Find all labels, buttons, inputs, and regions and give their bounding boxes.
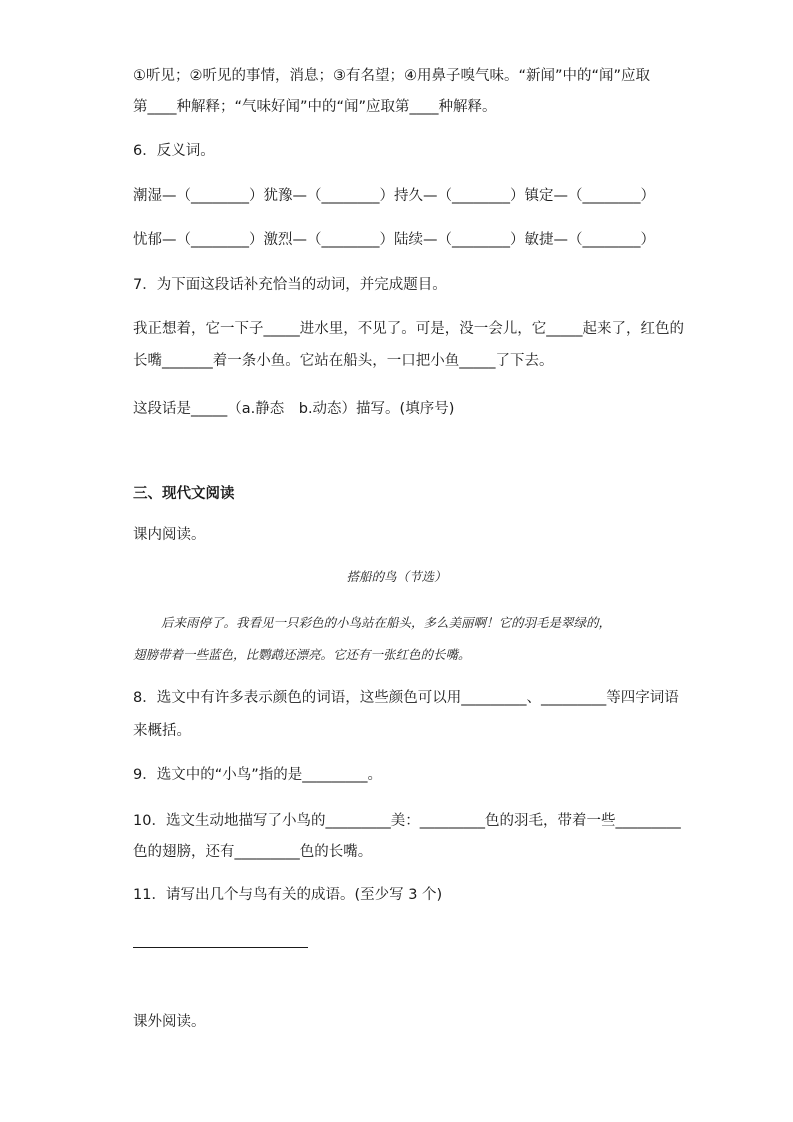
q5-line-1: ①听见；②听见的事情，消息；③有名望；④用鼻子嗅气味。“新闻”中的“闻”应取 — [133, 68, 651, 84]
passage-line-1: 后来雨停了。我看见一只彩色的小鸟站在船头，多么美丽啊！它的羽毛是翠绿的， — [161, 615, 612, 630]
q11-answer-line[interactable] — [133, 947, 308, 948]
passage-line-2: 翅膀带着一些蓝色，比鹦鹉还漂亮。它还有一张红色的长嘴。 — [133, 647, 471, 662]
q8-line-2: 来概括。 — [133, 723, 191, 739]
q8-line-1: 8．选文中有许多表示颜色的词语，这些颜色可以用_________、_________等四字词语 — [133, 690, 679, 706]
q10-line-2: 色的翅膀，还有_________色的长嘴。 — [133, 844, 373, 860]
passage-title: 搭船的鸟（节选） — [346, 569, 447, 584]
q6-antonyms-row-2: 忧郁—（________）激烈—（________）陆续—（________）敏捷—（________） — [133, 232, 655, 248]
q6-antonyms-row-1: 潮湿—（________）犹豫—（________）持久—（________）镇定—（________） — [133, 188, 655, 204]
section-intro-in-class: 课内阅读。 — [133, 527, 206, 543]
q9-text: 9．选文中的“小鸟”指的是_________。 — [133, 767, 382, 783]
q5-line-2: 第____种解释；“气味好闻”中的“闻”应取第____种解释。 — [133, 99, 497, 115]
q7-paragraph-line-1: 我正想着，它一下子_____进水里，不见了。可是，没一会儿，它_____起来了，红色的 — [133, 321, 684, 337]
q10-line-1: 10．选文生动地描写了小鸟的_________美：_________色的羽毛，带着一些_________ — [133, 813, 681, 829]
q7-question: 这段话是_____（a.静态 b.动态）描写。(填序号) — [133, 401, 455, 417]
q7-paragraph-line-2: 长嘴_______着一条小鱼。它站在船头，一口把小鱼_____了下去。 — [133, 353, 554, 369]
q6-title: 6．反义词。 — [133, 143, 215, 159]
section-heading-reading: 三、现代文阅读 — [133, 486, 235, 502]
q11-text: 11．请写出几个与鸟有关的成语。(至少写 3 个) — [133, 887, 443, 903]
extracurricular-intro: 课外阅读。 — [133, 1014, 206, 1030]
q7-title: 7．为下面这段话补充恰当的动词，并完成题目。 — [133, 277, 447, 293]
